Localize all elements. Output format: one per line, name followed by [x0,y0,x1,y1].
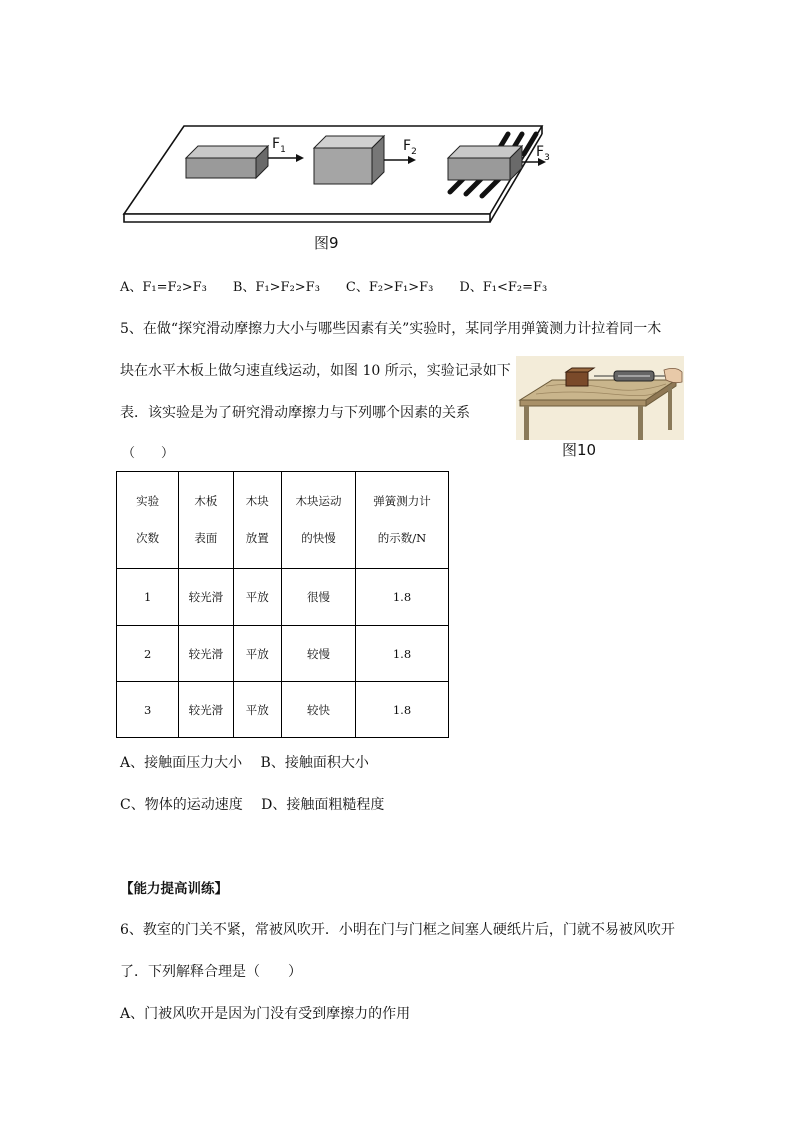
q4-options: A、F₁=F₂>F₃ B、F₁>F₂>F₃ C、F₂>F₁>F₃ D、F₁<F₂=F₃ [120,280,548,295]
table-cell: 2 [117,626,179,682]
block-2 [314,136,384,184]
header-cell: 实验 次数 [117,472,179,569]
section-title: 【能力提高训练】 [120,881,228,897]
header-cell: 木板 表面 [179,472,233,569]
table-header-row [117,472,449,569]
figure-10-caption: 图10 [562,441,597,459]
header-cell: 弹簧测力计 的示数/N [356,472,449,569]
table-cell: 较光滑 [179,682,233,738]
figure-10 [516,356,684,460]
q6-option-a: A、门被风吹开是因为门没有受到摩擦力的作用 [120,1006,411,1022]
q5-line-4: （ ） [122,446,175,461]
figure-9-caption: 图9 [314,234,339,252]
figure-10-drawing [516,356,684,440]
table-cell: 平放 [233,682,281,738]
table-row [117,682,449,738]
force-label-f1: $F_1$ [272,136,286,155]
table-cell: 较快 [282,682,356,738]
table-cell: 平放 [233,569,281,626]
q5-line-1: 5、在做“探究滑动摩擦力大小与哪些因素有关”实验时，某同学用弹簧测力计拉着同一木 [120,321,662,337]
q5-options-line-2: C、物体的运动速度 D、接触面粗糙程度 [120,797,385,813]
table-cell: 较光滑 [179,626,233,682]
table-cell: 1.8 [356,626,449,682]
table-row [117,569,449,626]
table-cell: 较光滑 [179,569,233,626]
force-label-f3: $F_3$ [536,144,550,163]
experiment-table [116,471,449,738]
table-cell: 较慢 [282,626,356,682]
table-cell: 3 [117,682,179,738]
force-label-f2: $F_2$ [403,138,417,157]
table-cell: 平放 [233,626,281,682]
block-3 [448,146,522,180]
table-cell: 1.8 [356,569,449,626]
q5-line-3: 表．该实验是为了研究滑动摩擦力与下列哪个因素的关系 [120,405,470,421]
table-row [117,626,449,682]
table-cell: 很慢 [282,569,356,626]
table-cell: 1 [117,569,179,626]
q5-line-2: 块在水平木板上做匀速直线运动，如图 10 所示，实验记录如下 [120,363,511,379]
q6-line-1: 6、教室的门关不紧，常被风吹开．小明在门与门框之间塞人硬纸片后，门就不易被风吹开 [120,922,675,938]
table-cell: 1.8 [356,682,449,738]
header-cell: 木块运动 的快慢 [282,472,356,569]
header-cell: 木块 放置 [233,472,281,569]
figure-9 [118,122,548,257]
q6-line-2: 了．下列解释合理是（ ） [120,964,302,980]
q5-options-line-1: A、接触面压力大小 B、接触面积大小 [120,755,369,771]
board-edge [124,214,490,222]
block-1 [186,146,268,178]
